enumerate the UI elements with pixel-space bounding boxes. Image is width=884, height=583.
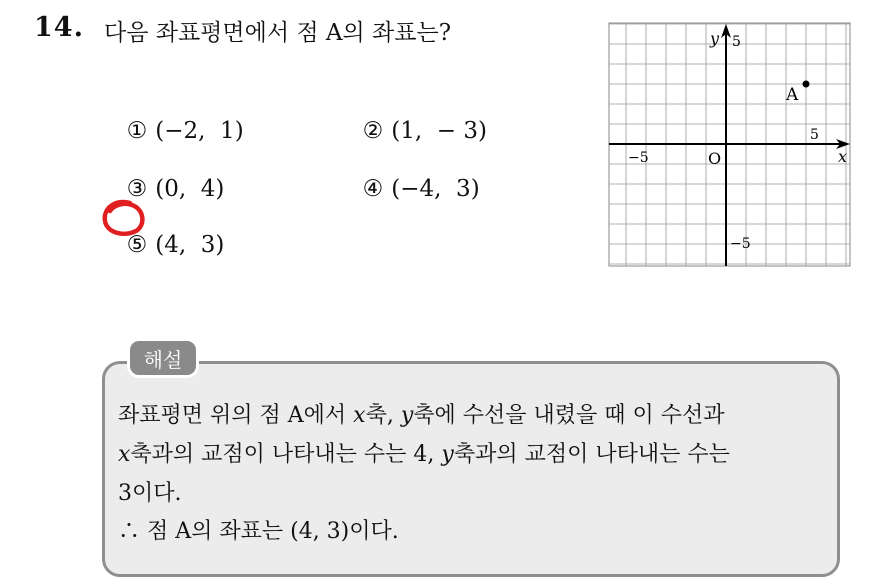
choice-4-value: (−4, 3) [391,176,480,202]
x-tick-label-negative: −5 [628,150,649,166]
choice-5-mark: ⑤ [126,232,148,258]
choice-5-value: (4, 3) [155,232,225,258]
explanation-conclusion: ∴ 점 A의 좌표는 (4, 3)이다. [118,519,399,544]
y-axis-label: y [710,29,720,48]
explanation-text: 축에 수선을 내렸을 때 이 수선과 [413,403,725,428]
y-tick-label-positive: 5 [732,34,741,50]
choice-1-mark: ① [126,118,148,144]
explanation-line-3: 3이다. [118,481,182,506]
origin-label: O [708,149,722,168]
x-tick-label-positive: 5 [810,127,819,143]
explanation-text: 축과의 교점이 나타내는 수는 4, [130,442,442,467]
choice-2[interactable] [348,92,487,144]
choice-2-mark: ② [362,118,384,144]
choice-3-mark: ③ [126,176,148,202]
x-axis-label: x [838,147,848,166]
choice-4[interactable] [348,150,480,202]
point-a [803,81,810,88]
explanation-text: 축, [365,403,401,428]
explanation-var-y: y [400,403,414,428]
explanation-line-1 [118,398,725,429]
choice-4-mark: ④ [362,176,384,202]
choice-3-value: (0, 4) [155,176,225,202]
choice-5[interactable] [112,206,224,258]
explanation-line-2 [118,437,730,468]
explanation-var-y: y [441,442,454,467]
choice-3[interactable] [112,150,224,202]
choice-2-value: (1, − 3) [391,118,487,144]
choice-1-value: (−2, 1) [155,118,244,144]
y-tick-label-negative: −5 [730,236,751,252]
point-a-label: A [786,85,799,105]
question-text: 다음 좌표평면에서 점 A의 좌표는? [104,20,452,46]
explanation-text: 축과의 교점이 나타내는 수는 [453,442,730,467]
choice-1[interactable] [112,92,244,144]
question-number: 14. [34,12,84,43]
explanation-var-x: x [118,442,131,467]
coordinate-plane [608,22,852,268]
explanation-text: 좌표평면 위의 점 A에서 [118,403,354,428]
explanation-var-x: x [353,403,366,428]
explanation-title: 해설 [127,338,199,378]
